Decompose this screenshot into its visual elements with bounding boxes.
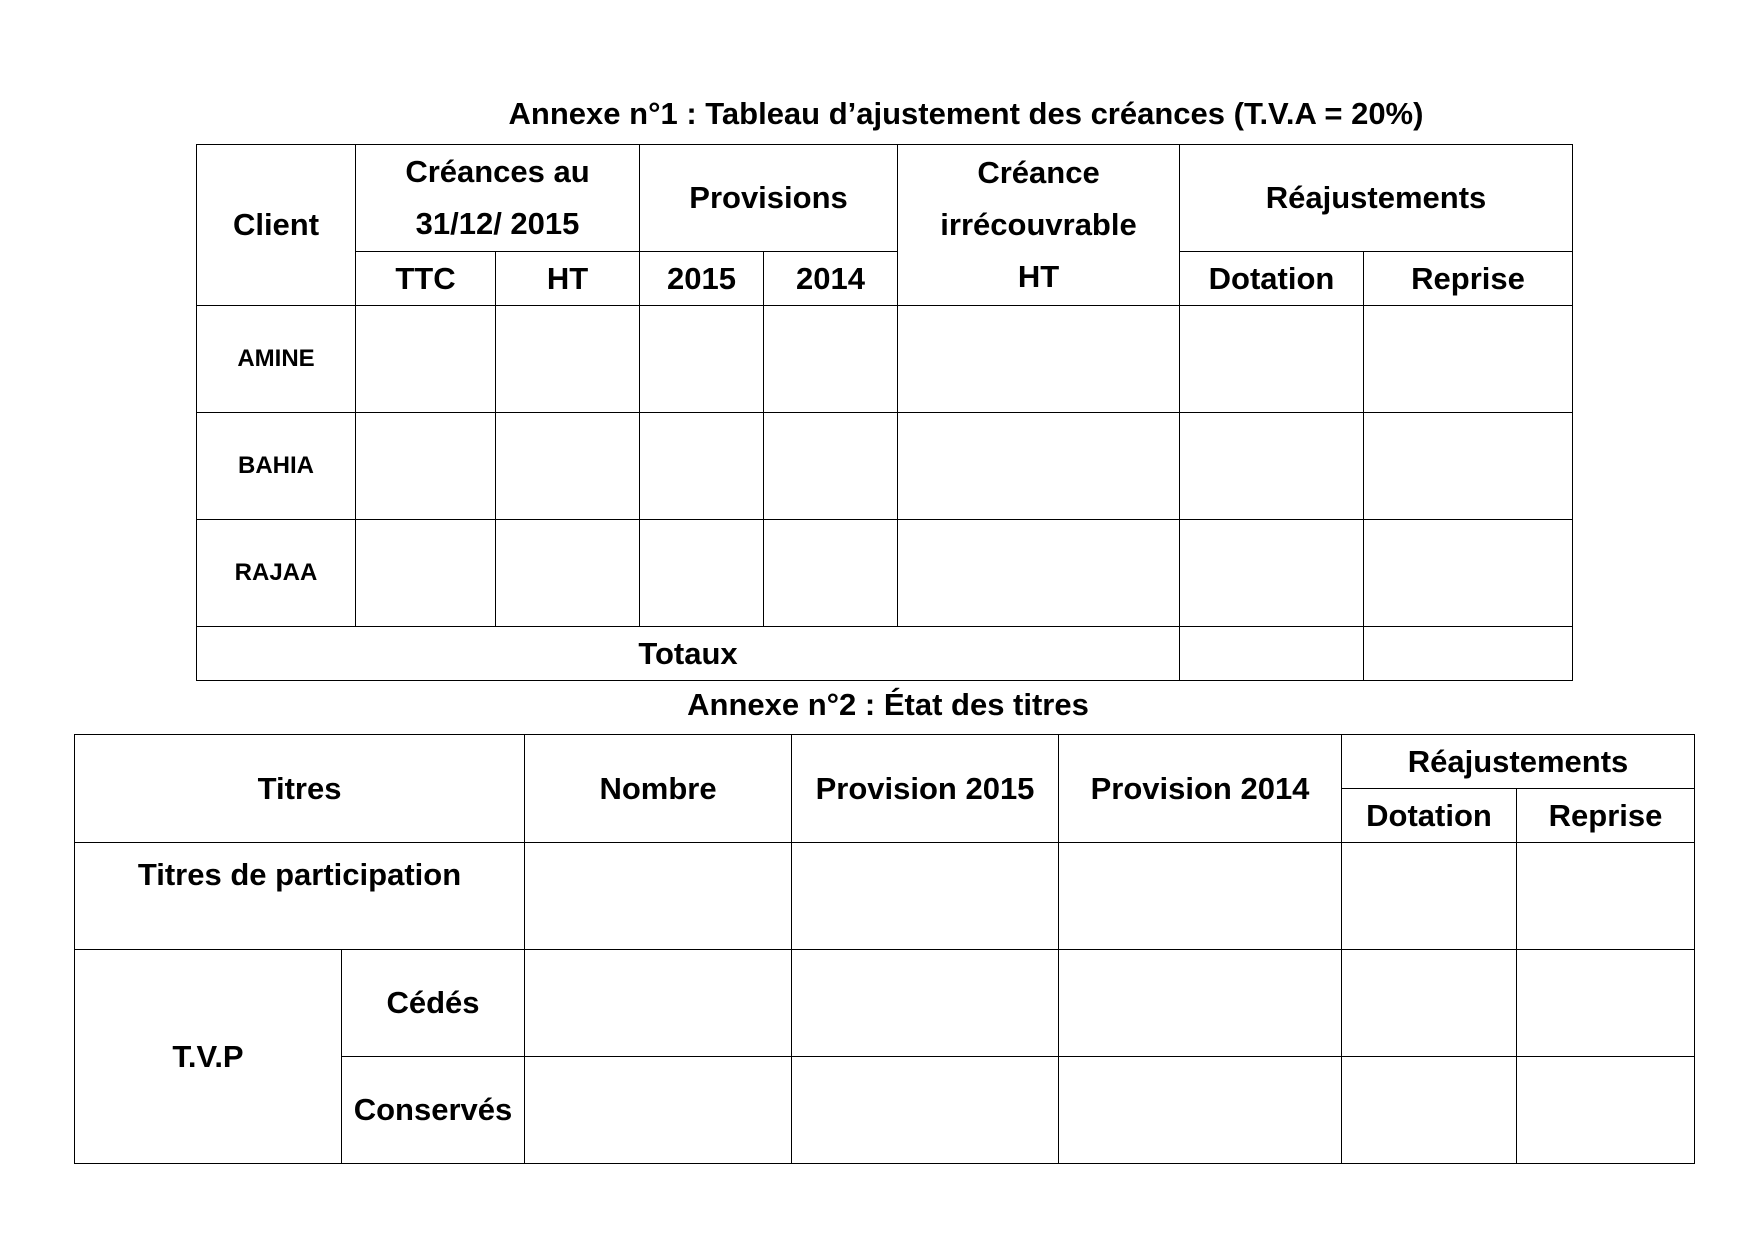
empty-cell xyxy=(525,1057,792,1164)
header-reajustements: Réajustements xyxy=(1342,735,1695,789)
empty-cell xyxy=(1180,413,1364,520)
header-ht: HT xyxy=(496,252,640,306)
empty-cell xyxy=(898,413,1180,520)
empty-cell xyxy=(1342,1057,1517,1164)
empty-cell xyxy=(792,843,1059,950)
empty-cell xyxy=(1180,520,1364,627)
empty-cell xyxy=(1342,843,1517,950)
client-name: BAHIA xyxy=(197,413,356,520)
client-name: AMINE xyxy=(197,306,356,413)
header-year-2015: 2015 xyxy=(640,252,764,306)
totals-label: Totaux xyxy=(197,627,1180,681)
annexe2-table xyxy=(74,734,1695,1164)
header-creance-irr-line2: irrécouvrable xyxy=(940,207,1137,242)
empty-cell xyxy=(1059,950,1342,1057)
empty-cell xyxy=(1180,306,1364,413)
row-tvp: T.V.P xyxy=(75,950,342,1164)
row-conserves: Conservés xyxy=(342,1057,525,1164)
header-creance-irr-line1: Créance xyxy=(977,155,1100,190)
empty-cell xyxy=(1517,843,1695,950)
empty-cell xyxy=(1059,843,1342,950)
empty-cell xyxy=(898,306,1180,413)
empty-cell xyxy=(525,950,792,1057)
header-ttc: TTC xyxy=(356,252,496,306)
empty-cell xyxy=(356,520,496,627)
row-titres-participation: Titres de participation xyxy=(75,843,525,950)
empty-cell xyxy=(496,520,640,627)
annexe1-title: Annexe n°1 : Tableau d’ajustement des créances (T.V.A = 20%) xyxy=(508,96,1424,131)
header-creances xyxy=(356,145,640,252)
empty-cell xyxy=(356,306,496,413)
header-client: Client xyxy=(197,145,356,306)
empty-cell xyxy=(1517,950,1695,1057)
header-dotation: Dotation xyxy=(1180,252,1364,306)
empty-cell xyxy=(792,1057,1059,1164)
header-reajustements: Réajustements xyxy=(1180,145,1573,252)
header-provision-2014: Provision 2014 xyxy=(1059,735,1342,843)
header-dotation: Dotation xyxy=(1342,789,1517,843)
empty-cell xyxy=(525,843,792,950)
header-creances-line1: Créances au xyxy=(405,154,590,189)
table-row xyxy=(197,413,1573,520)
annexe1-table xyxy=(196,144,1573,681)
empty-cell xyxy=(1364,520,1573,627)
header-creance-irr-line3: HT xyxy=(1017,259,1060,294)
header-provision-2015: Provision 2015 xyxy=(792,735,1059,843)
empty-cell xyxy=(1517,1057,1695,1164)
empty-cell xyxy=(1364,306,1573,413)
annexe2-title: Annexe n°2 : État des titres xyxy=(687,687,1089,722)
empty-cell xyxy=(640,306,764,413)
table-row xyxy=(197,520,1573,627)
row-cedes: Cédés xyxy=(342,950,525,1057)
header-creances-line2: 31/12/ 2015 xyxy=(415,206,580,241)
empty-cell xyxy=(640,520,764,627)
header-year-2014: 2014 xyxy=(764,252,898,306)
empty-cell xyxy=(792,950,1059,1057)
table-row xyxy=(75,950,1695,1057)
table-row xyxy=(197,306,1573,413)
empty-cell xyxy=(764,306,898,413)
table-row xyxy=(75,843,1695,950)
header-titres: Titres xyxy=(75,735,525,843)
empty-cell xyxy=(1059,1057,1342,1164)
empty-cell xyxy=(764,413,898,520)
header-nombre: Nombre xyxy=(525,735,792,843)
empty-cell xyxy=(496,306,640,413)
empty-cell xyxy=(898,520,1180,627)
empty-cell xyxy=(1364,627,1573,681)
empty-cell xyxy=(764,520,898,627)
header-reprise: Reprise xyxy=(1517,789,1695,843)
empty-cell xyxy=(1342,950,1517,1057)
header-provisions: Provisions xyxy=(640,145,898,252)
empty-cell xyxy=(640,413,764,520)
empty-cell xyxy=(496,413,640,520)
header-reprise: Reprise xyxy=(1364,252,1573,306)
totals-row xyxy=(197,627,1573,681)
empty-cell xyxy=(1364,413,1573,520)
header-creance-irrecouvrable xyxy=(898,145,1180,306)
empty-cell xyxy=(356,413,496,520)
empty-cell xyxy=(1180,627,1364,681)
client-name: RAJAA xyxy=(197,520,356,627)
